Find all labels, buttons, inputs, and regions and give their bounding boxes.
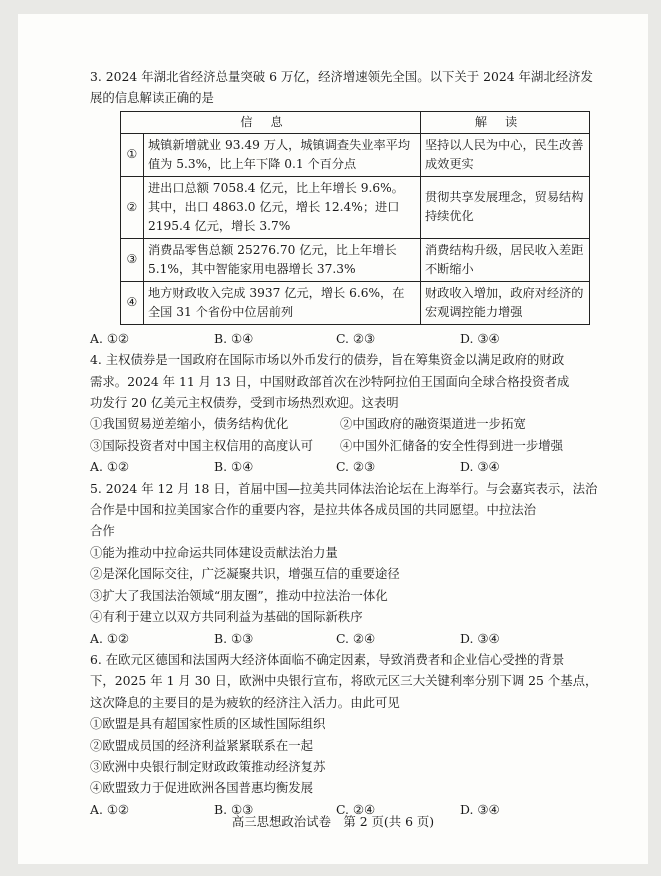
table-row <box>121 238 590 281</box>
question-6-stem-line3: 这次降息的主要目的是为疲软的经济注入活力。由此可见 <box>90 694 400 710</box>
header-info: 信息 <box>121 111 421 133</box>
statement-4: ④中国外汇储备的安全性得到进一步增强 <box>340 437 564 453</box>
row-info: 消费品零售总额 25276.70 亿元，比上年增长 5.1%，其中智能家用电器增长 37.3% <box>144 238 421 281</box>
question-4-options <box>90 456 598 477</box>
option-d[interactable]: D. ③④ <box>460 801 500 817</box>
option-a[interactable]: A. ①② <box>90 630 130 646</box>
question-4-statements-row2 <box>90 435 598 456</box>
table-header-row <box>121 111 590 133</box>
question-5-stem-line3: 合作 <box>90 523 115 539</box>
question-6 <box>90 649 598 820</box>
option-c[interactable]: C. ②④ <box>336 801 376 817</box>
exam-page <box>18 14 648 864</box>
option-b[interactable]: B. ①③ <box>214 801 254 817</box>
question-5-stem-line1: 5. 2024 年 12 月 18 日，首届中国—拉美共同体法治论坛在上海举行。与会嘉宾表示，法治 <box>90 480 598 496</box>
option-b[interactable]: B. ①④ <box>214 459 254 475</box>
question-5 <box>90 478 598 649</box>
row-interpretation: 坚持以人民为中心，民生改善成效更实 <box>421 133 590 176</box>
row-interpretation: 财政收入增加，政府对经济的宏观调控能力增强 <box>421 281 590 324</box>
option-d[interactable]: D. ③④ <box>460 330 500 346</box>
statement-2: ②中国政府的融资渠道进一步拓宽 <box>340 416 526 432</box>
row-number: ③ <box>121 238 144 281</box>
statement-3: ③国际投资者对中国主权信用的高度认可 <box>90 437 314 453</box>
info-interpretation-table <box>120 111 590 325</box>
statement-2: ②是深化国际交往，广泛凝聚共识，增强互信的重要途径 <box>90 566 400 582</box>
table-row <box>121 176 590 238</box>
question-3-options <box>90 328 598 349</box>
option-d[interactable]: D. ③④ <box>460 459 500 475</box>
option-d[interactable]: D. ③④ <box>460 630 500 646</box>
header-interpretation: 解读 <box>421 111 590 133</box>
option-a[interactable]: A. ①② <box>90 459 130 475</box>
question-6-stem-line2: 下，2025 年 1 月 30 日，欧洲中央银行宣布，将欧元区三大关键利率分别下调 25 个基点， <box>90 673 598 689</box>
option-b[interactable]: B. ①③ <box>214 630 254 646</box>
row-interpretation: 消费结构升级，居民收入差距不断缩小 <box>421 238 590 281</box>
question-3 <box>90 66 598 349</box>
question-3-stem-line1: 3. 2024 年湖北省经济总量突破 6 万亿，经济增速领先全国。以下关于 2024 年湖北经济发 <box>90 69 593 84</box>
option-b[interactable]: B. ①④ <box>214 330 254 346</box>
question-4-statements-row1 <box>90 413 598 434</box>
page-content <box>90 66 598 820</box>
question-4-stem-line3: 功发行 20 亿美元主权债券，受到市场热烈欢迎。这表明 <box>90 395 399 411</box>
option-c[interactable]: C. ②③ <box>336 459 376 475</box>
statement-3: ③扩大了我国法治领域“朋友圈”，推动中拉法治一体化 <box>90 587 388 603</box>
question-5-options <box>90 628 598 649</box>
question-6-stem-line1: 6. 在欧元区德国和法国两大经济体面临不确定因素，导致消费者和企业信心受挫的背景 <box>90 651 565 667</box>
table-row <box>121 281 590 324</box>
row-interpretation: 贯彻共享发展理念，贸易结构持续优化 <box>421 176 590 238</box>
statement-3: ③欧洲中央银行制定财政政策推动经济复苏 <box>90 758 326 774</box>
question-4 <box>90 349 598 477</box>
statement-2: ②欧盟成员国的经济利益紧紧联系在一起 <box>90 737 314 753</box>
row-number: ④ <box>121 281 144 324</box>
statement-1: ①欧盟是具有超国家性质的区域性国际组织 <box>90 716 326 732</box>
question-5-stem-line2: 合作是中国和拉美国家合作的重要内容，是拉共体各成员国的共同愿望。中拉法治 <box>90 502 537 518</box>
question-3-stem-line2: 展的信息解读正确的是 <box>90 90 214 106</box>
table-row <box>121 133 590 176</box>
statement-1: ①能为推动中拉命运共同体建设贡献法治力量 <box>90 544 338 560</box>
option-a[interactable]: A. ①② <box>90 330 130 346</box>
statement-4: ④有利于建立以双方共同利益为基础的国际新秩序 <box>90 609 363 625</box>
row-info: 地方财政收入完成 3937 亿元，增长 6.6%，在全国 31 个省份中位居前列 <box>144 281 421 324</box>
statement-1: ①我国贸易逆差缩小，债务结构优化 <box>90 416 289 432</box>
statement-4: ④欧盟致力于促进欧洲各国普惠均衡发展 <box>90 780 314 796</box>
question-4-stem-line1: 4. 主权债券是一国政府在国际市场以外币发行的债券，旨在筹集资金以满足政府的财政 <box>90 352 565 368</box>
row-number: ② <box>121 176 144 238</box>
option-a[interactable]: A. ①② <box>90 801 130 817</box>
page-footer: 高三思想政治试卷 第 2 页(共 6 页) <box>231 814 435 829</box>
option-c[interactable]: C. ②④ <box>336 630 376 646</box>
option-c[interactable]: C. ②③ <box>336 330 376 346</box>
row-info: 进出口总额 7058.4 亿元，比上年增长 9.6%。其中，出口 4863.0 亿元，增长 12.4%；进口 2195.4 亿元，增长 3.7% <box>144 176 421 238</box>
row-number: ① <box>121 133 144 176</box>
question-4-stem-line2: 需求。2024 年 11 月 13 日，中国财政部首次在沙特阿拉伯王国面向全球合格投资者成 <box>90 373 570 389</box>
row-info: 城镇新增就业 93.49 万人，城镇调查失业率平均值为 5.3%，比上年下降 0.1 个百分点 <box>144 133 421 176</box>
